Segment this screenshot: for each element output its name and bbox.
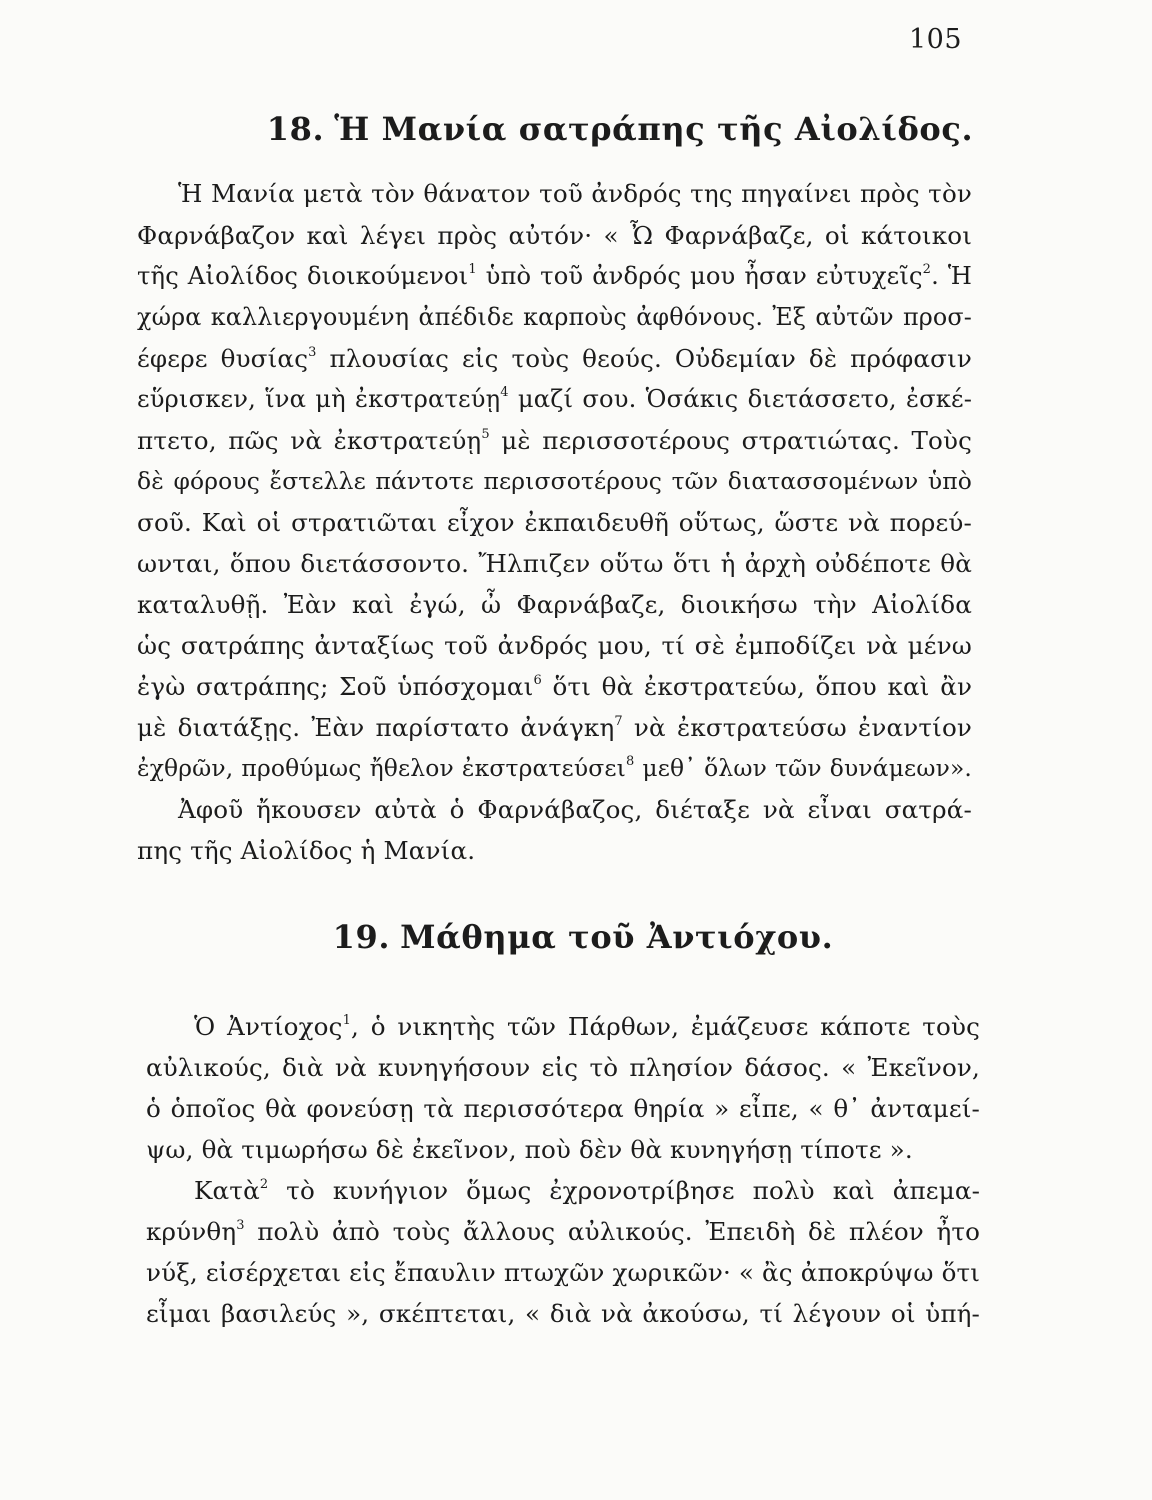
- text-line: ἐχθρῶν, προθύμως ἤθελον ἐκστρατεύσει$^8$ μεθ᾽ ὅλων τῶν δυνάμεων».: [137, 754, 972, 782]
- text-line: κρύνθη$^3$ πολὺ ἀπὸ τοὺς ἄλλους αὐλικούς. Ἐπειδὴ δὲ πλέον ἦτο: [146, 1217, 981, 1246]
- text-line: καταλυθῇ. Ἐὰν καὶ ἐγώ, ὦ Φαρνάβαζε, διοικήσω τὴν Αἰολίδα: [137, 590, 972, 619]
- text-line: ἐγὼ σατράπης; Σοῦ ὑπόσχομαι$^6$ ὅτι θὰ ἐκστρατεύω, ὅπου καὶ ἂν: [137, 672, 973, 701]
- text-line: πης τῆς Αἰολίδος ἡ Μανία.: [137, 836, 476, 865]
- text-line: χώρα καλλιεργουμένη ἀπέδιδε καρποὺς ἀφθόνους. Ἐξ αὐτῶν προσ-: [137, 303, 972, 331]
- text-line: αὐλικούς, διὰ νὰ κυνηγήσουν εἰς τὸ πλησίον δάσος. « Ἐκεῖνον,: [146, 1053, 980, 1082]
- text-line: μὲ διατάξῃς. Ἐὰν παρίστατο ἀνάγκη$^7$ νὰ ἐκστρατεύσω ἐναντίον: [137, 713, 973, 742]
- page-number: 105: [909, 24, 963, 55]
- text-line: εἶμαι βασιλεύς », σκέπτεται, « διὰ νὰ ἀκούσω, τί λέγουν οἱ ὑπή-: [146, 1299, 980, 1328]
- section-19-number: 19.: [332, 918, 391, 956]
- text-line: τῆς Αἰολίδος διοικούμενοι$^1$ ὑπὸ τοῦ ἀνδρός μου ἦσαν εὐτυχεῖς$^2$. Ἡ: [137, 262, 972, 290]
- text-line: Κατὰ$^2$ τὸ κυνήγιον ὅμως ἐχρονοτρίβησε πολὺ καὶ ἀπεμα-: [194, 1176, 981, 1205]
- text-line: εὕρισκεν, ἵνα μὴ ἐκστρατεύῃ$^4$ μαζί σου. Ὁσάκις διετάσσετο, ἐσκέ-: [137, 385, 973, 413]
- text-line: νύξ, εἰσέρχεται εἰς ἔπαυλιν πτωχῶν χωρικῶν· « ἂς ἀποκρύψω ὅτι: [146, 1258, 981, 1287]
- section-18-heading: [44, 110, 1152, 148]
- text-line: Ὁ Ἀντίοχος$^1$, ὁ νικητὴς τῶν Πάρθων, ἐμάζευσε κάποτε τοὺς: [194, 1012, 980, 1041]
- text-line: Φαρνάβαζον καὶ λέγει πρὸς αὐτόν· « Ὦ Φαρνάβαζε, οἱ κάτοικοι: [137, 221, 972, 250]
- text-line: Ἀφοῦ ἤκουσεν αὐτὰ ὁ Φαρνάβαζος, διέταξε νὰ εἶναι σατρά-: [178, 795, 972, 824]
- text-line: ωνται, ὅπου διετάσσοντο. Ἤλπιζεν οὕτω ὅτι ἡ ἀρχὴ οὐδέποτε θὰ: [137, 549, 972, 578]
- section-18-title: Ἡ Μανία σατράπης τῆς Αἰολίδος.: [334, 110, 974, 148]
- text-line: ὡς σατράπης ἀνταξίως τοῦ ἀνδρός μου, τί σὲ ἐμποδίζει νὰ μένω: [137, 631, 972, 660]
- text-line: σοῦ. Καὶ οἱ στρατιῶται εἶχον ἐκπαιδευθῆ οὕτως, ὥστε νὰ πορεύ-: [137, 508, 972, 537]
- text-line: Ἡ Μανία μετὰ τὸν θάνατον τοῦ ἀνδρός της πηγαίνει πρὸς τὸν: [178, 179, 972, 208]
- text-line: έφερε θυσίας$^3$ πλουσίας εἰς τοὺς θεούς. Οὐδεμίαν δὲ πρόφασιν: [137, 344, 973, 373]
- text-line: πτετο, πῶς νὰ ἐκστρατεύῃ$^5$ μὲ περισσοτέρους στρατιώτας. Τοὺς: [137, 426, 973, 455]
- text-line: ὁ ὁποῖος θὰ φονεύσῃ τὰ περισσότερα θηρία » εἶπε, « θ᾽ ἀνταμεί-: [146, 1094, 980, 1123]
- section-18-number: 18.: [266, 110, 325, 148]
- section-19-title: Μάθημα τοῦ Ἀντιόχου.: [400, 918, 834, 956]
- section-19-heading: [7, 918, 1152, 956]
- text-line: δὲ φόρους ἔστελλε πάντοτε περισσοτέρους τῶν διατασσομένων ὑπὸ: [137, 467, 972, 495]
- text-line: ψω, θὰ τιμωρήσω δὲ ἐκεῖνον, ποὺ δὲν θὰ κυνηγήσῃ τίποτε ».: [146, 1135, 913, 1164]
